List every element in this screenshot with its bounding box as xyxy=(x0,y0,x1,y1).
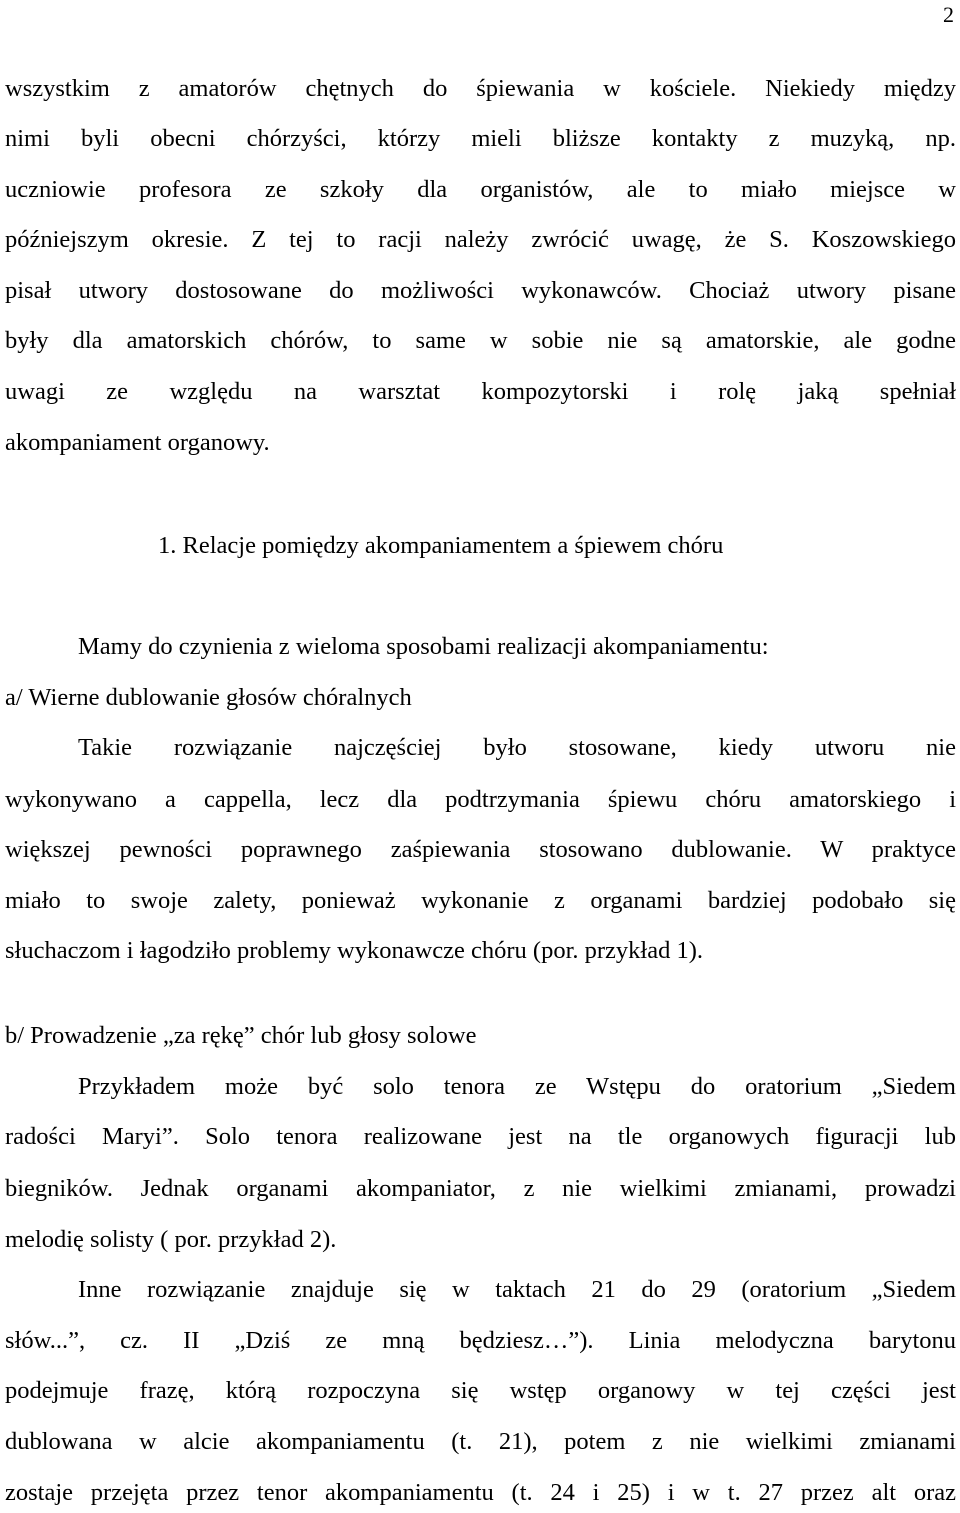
text-line: wszystkim z amatorów chętnych do śpiewania w kościele. Niekiedy między xyxy=(5,75,956,102)
text-line: pisał utwory dostosowane do możliwości wykonawców. Chociaż utwory pisane xyxy=(5,277,956,304)
text-line: wykonywano a cappella, lecz dla podtrzymania śpiewu chóru amatorskiego i xyxy=(5,786,956,813)
text-line: były dla amatorskich chórów, to same w sobie nie są amatorskie, ale godne xyxy=(5,327,956,354)
text-line: słów...”, cz. II „Dziś ze mną będziesz…”). Linia melodyczna barytonu xyxy=(5,1327,956,1354)
text-line: podejmuje frazę, którą rozpoczyna się wstęp organowy w tej części jest xyxy=(5,1377,956,1404)
text-line: zostaje przejęta przez tenor akompaniamentu (t. 24 i 25) i w t. 27 przez alt oraz xyxy=(5,1479,956,1506)
text-line: większej pewności poprawnego zaśpiewania stosowano dublowanie. W praktyce xyxy=(5,836,956,863)
text-line: słuchaczom i łagodziło problemy wykonawcze chóru (por. przykład 1). xyxy=(5,937,704,964)
text-line: dublowana w alcie akompaniamentu (t. 21), potem z nie wielkimi zmianami xyxy=(5,1428,956,1455)
paragraph-first-line: Takie rozwiązanie najczęściej było stosowane, kiedy utworu nie xyxy=(78,734,956,761)
text-line: nimi byli obecni chórzyści, którzy mieli bliższe kontakty z muzyką, np. xyxy=(5,125,956,152)
text-line: akompaniament organowy. xyxy=(5,429,270,456)
section-heading: 1. Relacje pomiędzy akompaniamentem a śpiewem chóru xyxy=(158,532,724,559)
text-line: radości Maryi”. Solo tenora realizowane jest na tle organowych figuracji lub xyxy=(5,1123,956,1150)
text-line: biegników. Jednak organami akompaniator, z nie wielkimi zmianami, prowadzi xyxy=(5,1175,956,1202)
text-line: późniejszym okresie. Z tej to racji należy zwrócić uwagę, że S. Koszowskiego xyxy=(5,226,956,253)
text-line: miało to swoje zalety, ponieważ wykonanie z organami bardziej podobało się xyxy=(5,887,956,914)
text-line: uwagi ze względu na warsztat kompozytorski i rolę jaką spełniał xyxy=(5,378,956,405)
paragraph-first-line: Inne rozwiązanie znajduje się w taktach 21 do 29 (oratorium „Siedem xyxy=(78,1276,956,1303)
text-line: melodię solisty ( por. przykład 2). xyxy=(5,1226,337,1253)
subsection-heading: b/ Prowadzenie „za rękę” chór lub głosy solowe xyxy=(5,1022,477,1049)
page-number: 2 xyxy=(943,2,954,27)
paragraph-first-line: Przykładem może być solo tenora ze Wstępu do oratorium „Siedem xyxy=(78,1073,956,1100)
subsection-heading: a/ Wierne dublowanie głosów chóralnych xyxy=(5,684,412,711)
text-line: uczniowie profesora ze szkoły dla organistów, ale to miało miejsce w xyxy=(5,176,956,203)
paragraph-first-line: Mamy do czynienia z wieloma sposobami realizacji akompaniamentu: xyxy=(78,633,769,660)
